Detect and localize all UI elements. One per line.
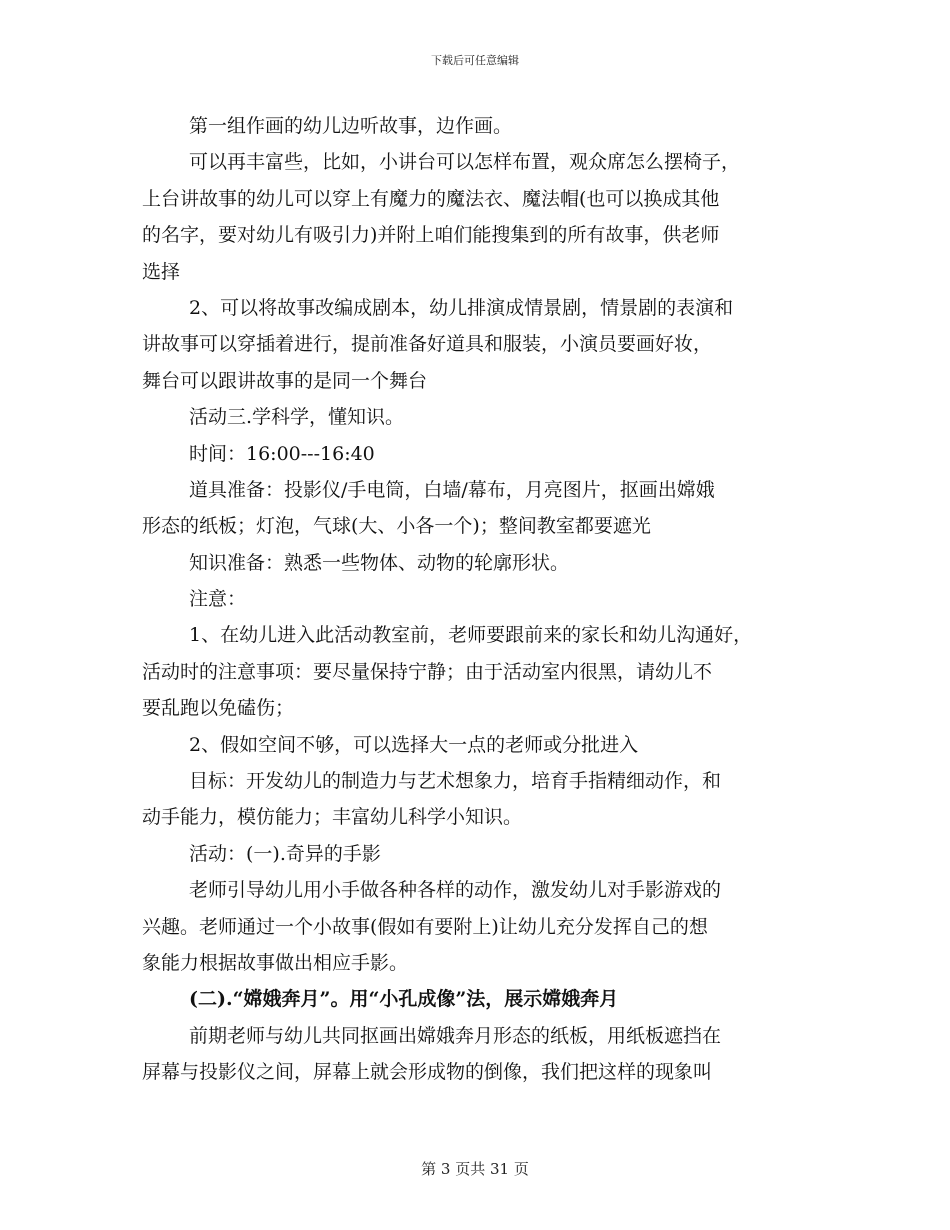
text-line: 注意： [189,588,247,611]
text-line: 2、可以将故事改编成剧本，幼儿排演成情景剧，情景剧的表演和 [189,296,734,319]
text-line: 老师引导幼儿用小手做各种各样的动作，激发幼儿对手影游戏的 [189,879,722,902]
text-line: 兴趣。老师通过一个小故事(假如有要附上)让幼儿充分发挥自己的想 [142,915,708,938]
text-line: (二).“嫦娥奔月”。用“小孔成像”法，展示嫦娥奔月 [189,988,619,1011]
text-line: 道具准备：投影仪/手电筒，白墙/幕布，月亮图片，抠画出嫦娥 [189,478,715,501]
text-line: 形态的纸板；灯泡，气球(大、小各一个)；整间教室都要遮光 [142,515,651,538]
text-line: 屏幕与投影仪之间，屏幕上就会形成物的倒像，我们把这样的现象叫 [142,1061,713,1084]
document-body [142,108,822,1091]
text-line: 1、在幼儿进入此活动教室前，老师要跟前来的家长和幼儿沟通好， [189,624,753,647]
text-line: 活动三.学科学，懂知识。 [189,406,405,429]
page-header: 下载后可任意编辑 [431,54,519,67]
text-line: 2、假如空间不够，可以选择大一点的老师或分批进入 [189,733,639,756]
text-line: 活动：(一).奇异的手影 [189,842,381,865]
text-line: 活动时的注意事项：要尽量保持宁静；由于活动室内很黑，请幼儿不 [142,660,713,683]
text-line: 上台讲故事的幼儿可以穿上有魔力的魔法衣、魔法帽(也可以换成其他 [142,187,720,210]
text-line: 象能力根据故事做出相应手影。 [142,951,409,974]
text-line: 选择 [142,260,181,283]
text-line: 第一组作画的幼儿边听故事，边作画。 [189,115,513,137]
text-line: 时间：16:00---16:40 [189,442,375,465]
text-line: 目标：开发幼儿的制造力与艺术想象力，培育手指精细动作，和 [189,770,722,793]
text-line: 舞台可以跟讲故事的是同一个舞台 [142,369,428,392]
text-line: 可以再丰富些，比如，小讲台可以怎样布置，观众席怎么摆椅子， [189,151,741,174]
text-line: 讲故事可以穿插着进行，提前准备好道具和服装，小演员要画好妆， [142,333,713,356]
text-line: 前期老师与幼儿共同抠画出嫦娥奔月形态的纸板，用纸板遮挡在 [189,1024,722,1047]
text-line: 动手能力，模仿能力；丰富幼儿科学小知识。 [142,806,523,829]
text-line: 的名字，要对幼儿有吸引力)并附上咱们能搜集到的所有故事，供老师 [142,224,720,247]
page-footer: 第 3 页共 31 页 [421,1160,529,1178]
text-line: 要乱跑以免磕伤； [142,697,295,720]
text-line: 知识准备：熟悉一些物体、动物的轮廓形状。 [189,551,570,574]
